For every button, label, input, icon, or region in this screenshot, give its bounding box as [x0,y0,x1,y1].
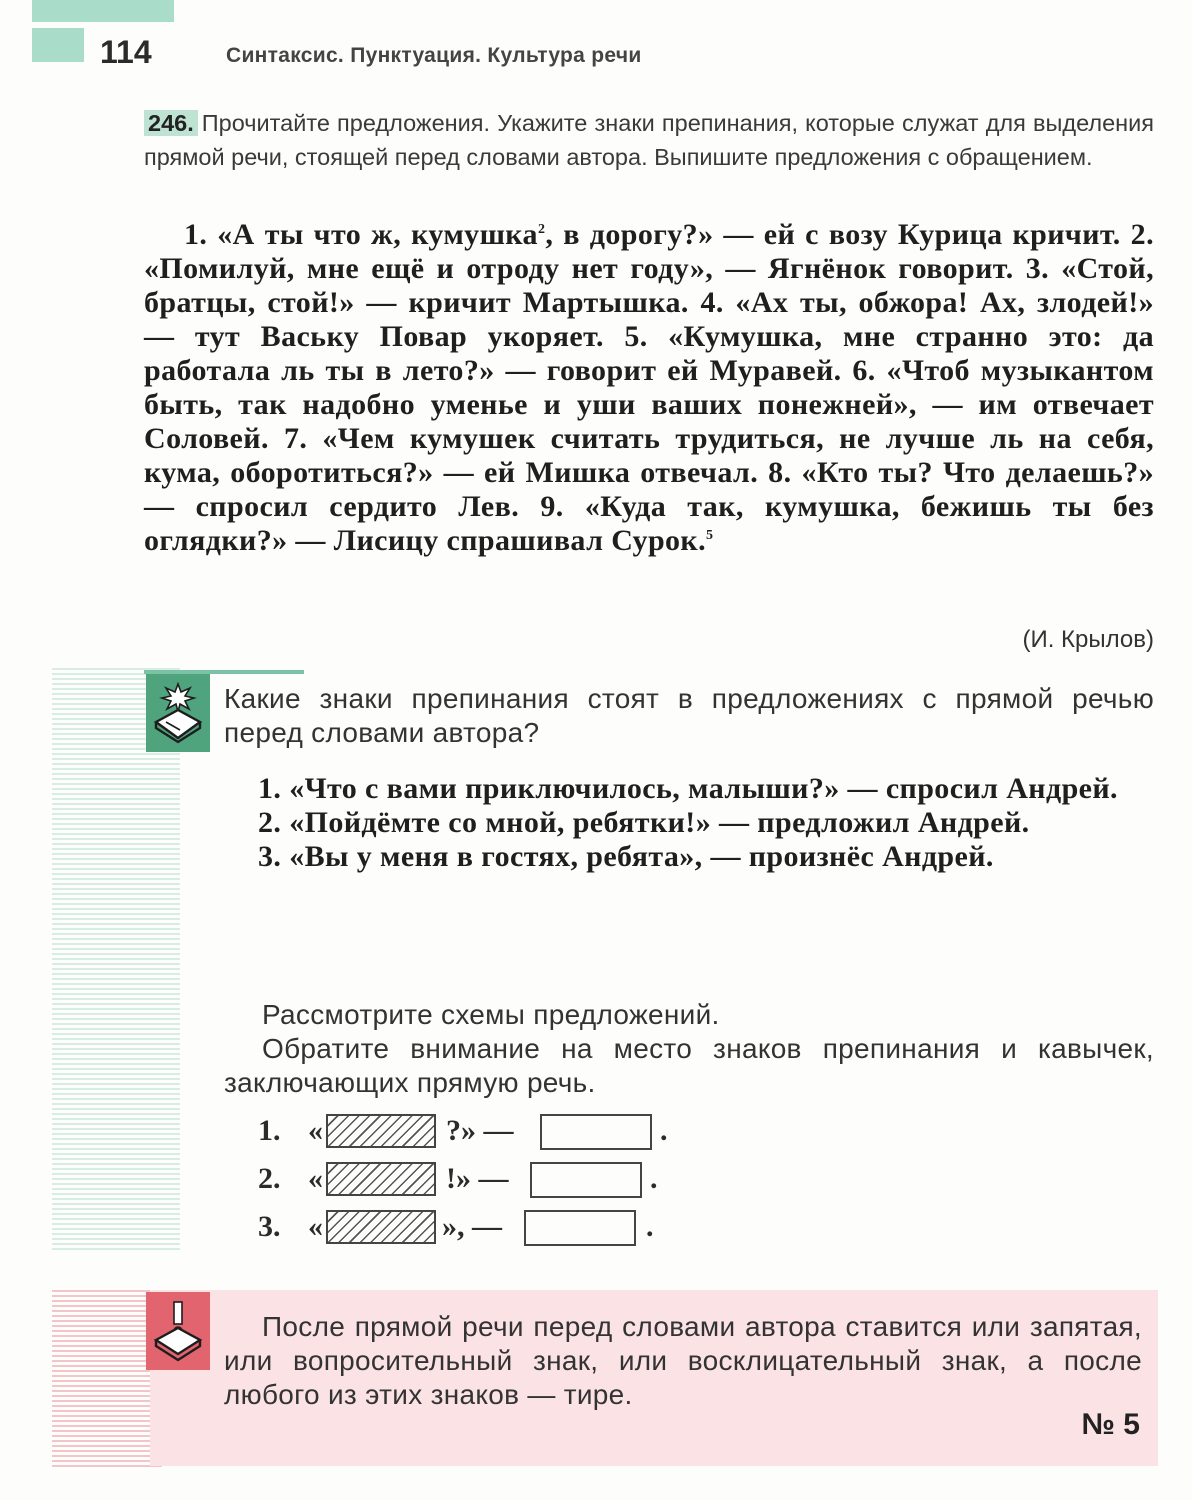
example-sentence: 2. «Пойдёмте со мной, ребятки!» — предложил Андрей. [258,806,1030,839]
examples-list [220,772,1154,874]
author-words-box [540,1114,652,1150]
author-words-box [524,1210,636,1246]
scheme-punctuation: ?» — [446,1114,514,1147]
sentence-scheme-1 [258,1112,678,1152]
page-number: 114 [100,34,152,70]
direct-speech-box [326,1162,436,1196]
author-words-box [530,1162,642,1198]
scheme-open-quote: « [308,1114,323,1147]
direct-speech-box [326,1210,436,1244]
question-text: Какие знаки препинания стоят в предложениях с прямой речью перед словами автора? [224,683,1154,748]
fable-author: (И. Крылов) [1022,626,1154,653]
exclamation-book-icon [146,1292,210,1370]
rule-text [224,1310,1142,1412]
scheme-end-mark: . [660,1114,668,1147]
footnote-marker: 5 [706,528,714,543]
fable-text-part1: 1. «А ты что ж, кумушка [184,218,538,251]
direct-speech-box [326,1114,436,1148]
exercise-instruction [144,106,1154,174]
sentence-scheme-3 [258,1208,678,1248]
page-tab-decoration [32,28,84,62]
rule-paragraph: После прямой речи перед словами автора ставится или запятая, или вопросительный знак, или восклицательный знак, а после любого из этих знаков — тире. [224,1311,1142,1410]
fable-text-part2: , в дорогу?» — ей с возу Курица кричит. 2. «Помилуй, мне ещё и отроду нет году», — Ягнёнок говорит. 3. «Стой, братцы, стой!» — кричит Мартышка. 4. «Ах ты, обжора! Ах, злодей!» — тут Ваську Повар укоряет. 5. «Кумушка, мне странно это: да работала ль ты в лето?» — говорит ей Муравей. 6. «Чтоб музыкантом быть, так надобно уменье и уши ваших понежней», — им отвечает Соловей. 7. «Чем кумушек считать трудиться, не лучше ль на себя, кума, оборотиться?» — ей Мишка отвечал. 8. «Кто ты? Что делаешь?» — спросил сердито Лев. 9. «Куда так, кумушка, бежишь ты без оглядки?» — Лисицу спрашивал Сурок. [144,218,1154,557]
scheme-punctuation: !» — [446,1162,509,1195]
scheme-instruction [224,998,1154,1100]
running-head: Синтаксис. Пунктуация. Культура речи [226,44,642,67]
exercise-number: 246. [144,110,198,136]
scheme-open-quote: « [308,1162,323,1195]
scheme-number: 2. [258,1162,281,1195]
page-tab-decoration [32,0,174,22]
rule-number: № 5 [1081,1408,1140,1441]
scheme-end-mark: . [650,1162,658,1195]
green-stripe-decoration [52,668,180,1252]
scheme-number: 1. [258,1114,281,1147]
footnote-marker: 2 [537,222,546,237]
star-book-icon [146,674,210,752]
scheme-instruction-line: Рассмотрите схемы предложений. [262,999,720,1030]
example-sentence: 3. «Вы у меня в гостях, ребята», — произнёс Андрей. [258,840,994,873]
fable-excerpt [144,218,1154,558]
example-sentence: 1. «Что с вами приключилось, малыши?» — спросил Андрей. [258,772,1118,805]
scheme-number: 3. [258,1210,281,1243]
scheme-end-mark: . [646,1210,654,1243]
scheme-instruction-line: Обратите внимание на место знаков препинания и кавычек, заключающих прямую речь. [224,1033,1154,1098]
scheme-open-quote: « [308,1210,323,1243]
sentence-scheme-2 [258,1160,678,1200]
exercise-text: Прочитайте предложения. Укажите знаки препинания, которые служат для выделения прямой речи, стоящей перед словами автора. Выпишите предложения с обращением. [144,110,1154,170]
scheme-punctuation: », — [442,1210,502,1243]
